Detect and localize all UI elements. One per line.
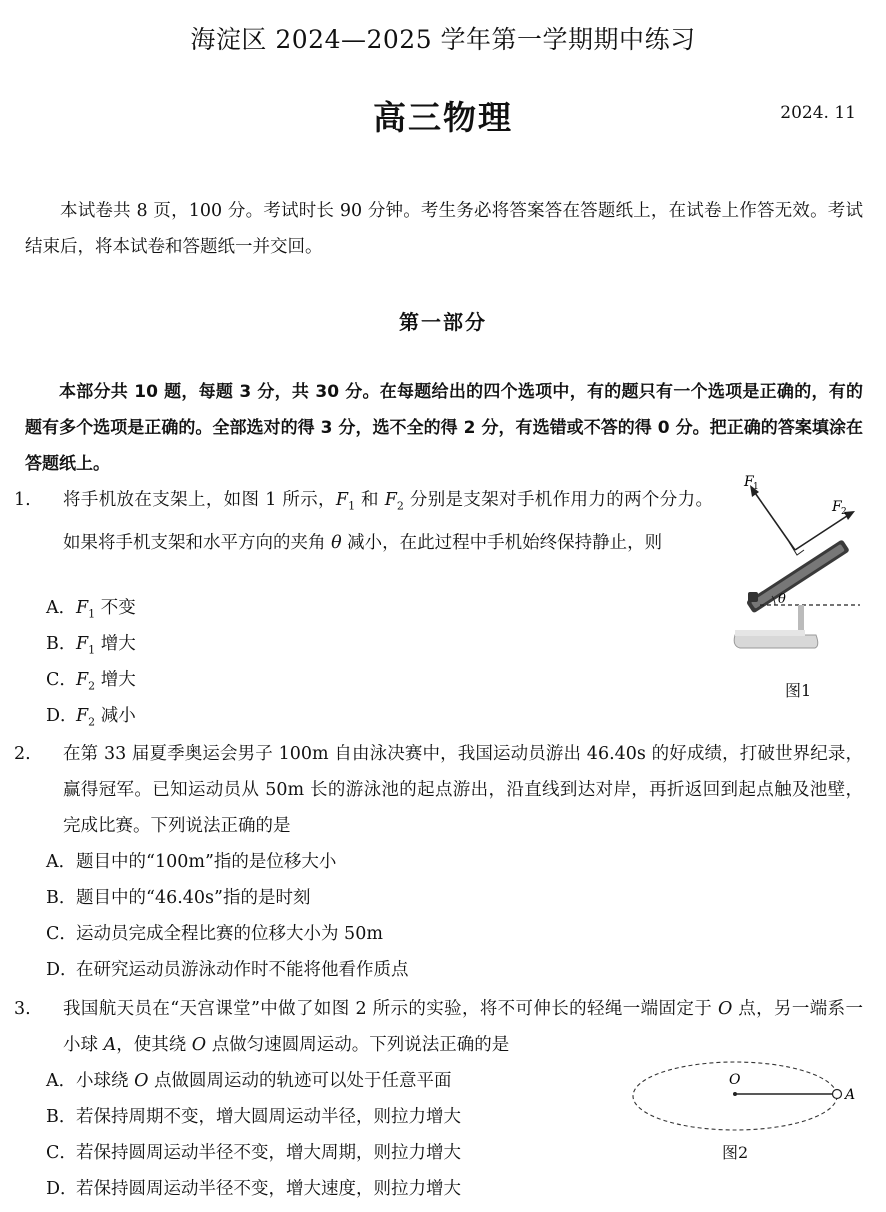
stem-text: 分别是支架对手机作用力的两个分力。如果将手机支架和水平方向的夹角 [63,490,713,553]
figure-2-diagram [625,1052,865,1142]
subscript: 1 [348,499,356,513]
stem-text: ，使其绕 [116,1035,192,1055]
var-theta: θ [331,532,342,553]
stem-text: 点做匀速圆周运动。下列说法正确的是 [206,1035,510,1055]
subscript: 2 [88,715,96,729]
center-point [733,1092,737,1096]
stem-text: 我国航天员在“天宫课堂”中做了如图 2 所示的实验，将不可伸长的轻绳一端固定于 [63,999,719,1019]
option-b [46,1099,461,1135]
section-title: 第一部分 [399,310,487,334]
holder-base [734,635,818,648]
figure-1-caption: 图1 [785,681,812,700]
var-f: F [335,490,349,510]
option-text: 题目中的“100m”指的是位移大小 [76,852,337,872]
subscript: 1 [88,607,96,621]
question-stem: 在第 33 届夏季奥运会男子 100m 自由泳决赛中，我国运动员游出 46.40s 的好成绩，打破世界纪录，赢得冠军。已知运动员从 50m 长的游泳池的起点游出，沿直线到达对岸，再折返回到起点触及池壁，完成比赛。下列说法正确的是 [63,744,863,836]
option-d [46,952,409,988]
question-2 [14,736,864,846]
var-f: F [76,598,89,618]
option-b [46,880,310,916]
label-f1: F [744,474,754,490]
question-number: 2. [14,744,31,764]
var-f: F [76,634,89,654]
option-c [46,916,383,952]
label-f2-sub: 2 [841,507,847,517]
figure-2-caption: 图2 [722,1143,749,1162]
option-label: A． [46,852,77,872]
question-number: 3. [14,999,31,1019]
stem-text: 点，另一端系一小球 [63,999,864,1055]
option-label: A． [46,1071,77,1091]
holder-stand [798,605,804,633]
option-text: 小球绕 [76,1071,135,1091]
var-o: O [134,1071,149,1091]
option-text: 在研究运动员游泳动作时不能将他看作质点 [76,960,409,980]
option-text: 点做圆周运动的轨迹可以处于任意平面 [148,1071,452,1091]
option-label: C． [46,670,77,690]
figure-1-diagram [720,470,870,660]
var-f: F [76,706,89,726]
exam-date: 2024. 11 [780,103,856,123]
stem-text: 将手机放在支架上，如图 1 所示， [63,490,336,510]
var-f: F [76,670,89,690]
option-text: 题目中的“46.40s”指的是时刻 [76,888,311,908]
stem-text: 减小，在此过程中手机始终保持静止，则 [341,532,663,553]
subscript: 2 [88,679,96,693]
question-stem [63,482,713,561]
question-1 [14,482,714,592]
option-text: 若保持圆周运动半径不变，增大速度，则拉力增大 [76,1179,461,1199]
exam-title: 海淀区 2024—2025 学年第一学期期中练习 [190,25,696,54]
ball-a [833,1090,842,1099]
subscript: 2 [396,499,404,513]
var-f: F [384,490,397,510]
question-number: 1. [14,490,31,510]
option-c [46,1135,461,1171]
option-text: 不变 [95,598,136,618]
option-label: C． [46,1143,77,1163]
option-text: 运动员完成全程比赛的位移大小为 50m [76,924,383,944]
option-d [46,698,136,741]
option-label: D． [46,1179,78,1199]
option-text: 减小 [95,706,136,726]
option-a [46,844,336,880]
option-d [46,1171,461,1207]
label-f1-sub: 1 [753,482,759,492]
option-text: 增大 [95,670,136,690]
f1-arrow [753,490,795,550]
option-label: A． [46,598,77,618]
var-a: A [103,1035,117,1055]
option-label: B． [46,634,77,654]
option-label: C． [46,924,77,944]
var-o: O [718,999,733,1019]
holder-clip [748,592,758,602]
stem-text: 和 [355,490,385,510]
var-o: O [191,1035,207,1055]
option-a [46,1063,452,1099]
label-theta: θ [778,592,786,607]
label-a: A [845,1087,856,1103]
option-text: 增大 [95,634,136,654]
option-label: B． [46,1107,77,1127]
label-o: O [729,1072,741,1088]
option-label: B． [46,888,77,908]
intro-paragraph: 本试卷共 8 页，100 分。考试时长 90 分钟。考生务必将答案答在答题纸上，在试卷上作答无效。考试结束后，将本试卷和答题纸一并交回。 [25,201,863,257]
holder-base-top [735,630,805,636]
subscript: 1 [88,643,96,657]
option-text: 若保持周期不变，增大圆周运动半径，则拉力增大 [76,1107,461,1127]
subject-title: 高三物理 [373,98,513,137]
option-label: D． [46,706,78,726]
label-f2: F [832,499,842,515]
option-label: D． [46,960,78,980]
option-text: 若保持圆周运动半径不变，增大周期，则拉力增大 [76,1143,461,1163]
phone-icon [746,539,850,613]
section-instructions: 本部分共 10 题，每题 3 分，共 30 分。在每题给出的四个选项中，有的题只有一个选项是正确的，有的题有多个选项是正确的。全部选对的得 3 分，选不全的得 2 分，有选错或不答的得 0 分。把正确的答案填涂在答题纸上。 [25,382,863,474]
